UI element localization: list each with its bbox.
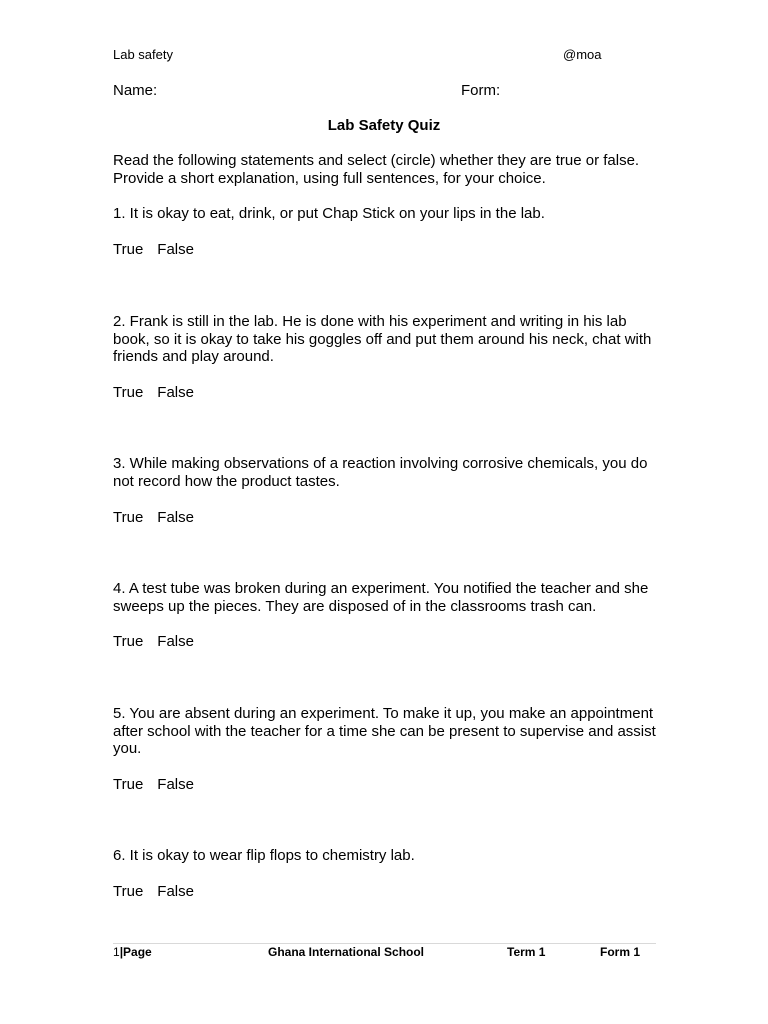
answer-options-6 xyxy=(113,883,194,901)
false-option[interactable]: False xyxy=(157,509,194,526)
answer-options-3 xyxy=(113,509,194,527)
header-right: @moa xyxy=(563,47,602,62)
answer-options-5 xyxy=(113,776,194,794)
question-2: 2. Frank is still in the lab. He is done with his experiment and writing in his lab book, so it is okay to take his goggles off and put them around his neck, chat with friends and play around. xyxy=(113,313,652,365)
question-1: 1. It is okay to eat, drink, or put Chap Stick on your lips in the lab. xyxy=(113,205,545,222)
false-option[interactable]: False xyxy=(157,776,194,793)
page-label: |Page xyxy=(119,945,152,959)
instructions: Read the following statements and select (circle) whether they are true or false. Provide a short explanation, using full sentences, for your choice. xyxy=(113,152,640,187)
name-field-label: Name: xyxy=(113,82,158,99)
answer-options-2 xyxy=(113,384,194,402)
answer-options-4 xyxy=(113,633,194,651)
header-left: Lab safety xyxy=(113,47,173,62)
footer-school: Ghana International School xyxy=(268,945,425,959)
true-option[interactable]: True xyxy=(113,509,144,526)
footer-page xyxy=(113,945,152,959)
question-5: 5. You are absent during an experiment. To make it up, you make an appointment after school with the teacher for a time she can be present to supervise and assist you. xyxy=(113,705,656,757)
false-option[interactable]: False xyxy=(157,633,194,650)
question-3: 3. While making observations of a reaction involving corrosive chemicals, you do not record how the product tastes. xyxy=(113,455,648,490)
question-6: 6. It is okay to wear flip flops to chemistry lab. xyxy=(113,847,415,864)
true-option[interactable]: True xyxy=(113,384,144,401)
true-option[interactable]: True xyxy=(113,241,144,258)
false-option[interactable]: False xyxy=(157,883,194,900)
page-number: 1 xyxy=(113,945,120,959)
answer-options-1 xyxy=(113,241,194,259)
footer-divider xyxy=(113,943,656,944)
page-title: Lab Safety Quiz xyxy=(327,117,441,134)
false-option[interactable]: False xyxy=(157,241,194,258)
false-option[interactable]: False xyxy=(157,384,194,401)
question-4: 4. A test tube was broken during an experiment. You notified the teacher and she sweeps up the pieces. They are disposed of in the classrooms trash can. xyxy=(113,580,649,615)
true-option[interactable]: True xyxy=(113,883,144,900)
true-option[interactable]: True xyxy=(113,776,144,793)
footer-term: Term 1 xyxy=(507,945,546,959)
footer-form: Form 1 xyxy=(600,945,641,959)
true-option[interactable]: True xyxy=(113,633,144,650)
form-field-label: Form: xyxy=(461,82,501,99)
